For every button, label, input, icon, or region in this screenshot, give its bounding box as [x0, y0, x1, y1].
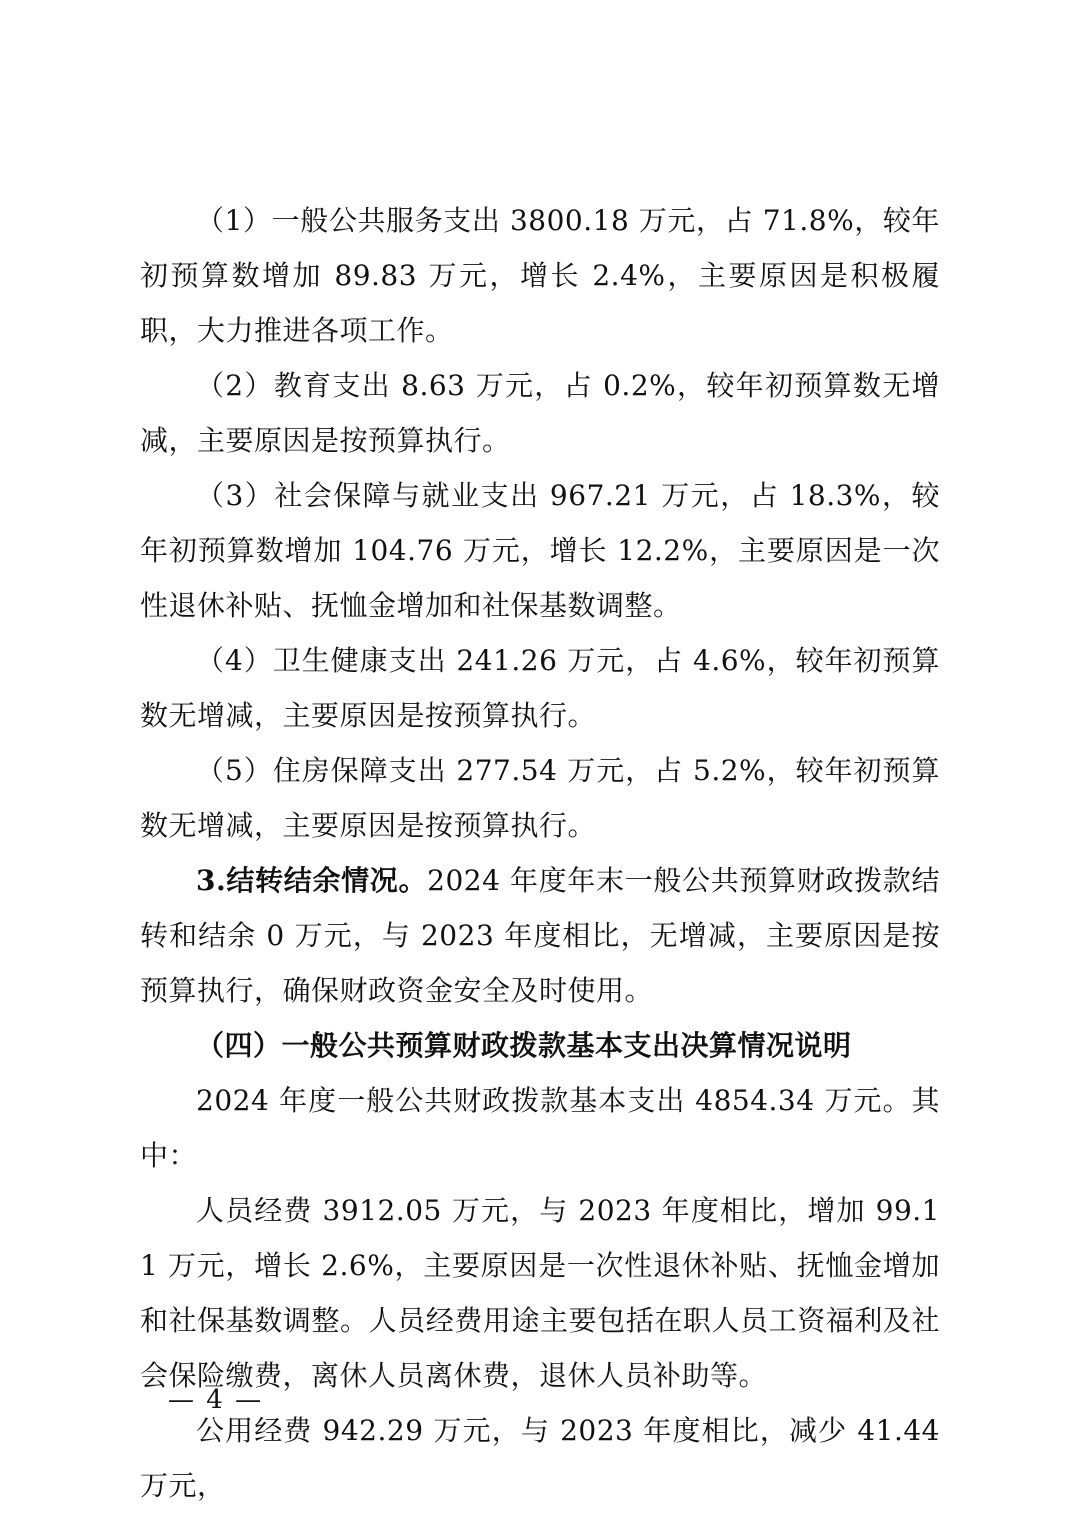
paragraph-housing: （5）住房保障支出 277.54 万元，占 5.2%，较年初预算数无增减，主要原因是按预算执行。	[140, 754, 940, 842]
paragraph-general-public-services: （1）一般公共服务支出 3800.18 万元，占 71.8%，较年初预算数增加 89.83 万元，增长 2.4%，主要原因是积极履职，大力推进各项工作。	[140, 204, 940, 347]
paragraph-education: （2）教育支出 8.63 万元，占 0.2%，较年初预算数无增减，主要原因是按预算执行。	[140, 369, 940, 457]
paragraph-social-security: （3）社会保障与就业支出 967.21 万元，占 18.3%，较年初预算数增加 104.76 万元，增长 12.2%，主要原因是一次性退休补贴、抚恤金增加和社保基数调整。	[140, 479, 940, 622]
page-number: — 4 —	[168, 1385, 264, 1415]
paragraph-basic-expenditure: 2024 年度一般公共财政拨款基本支出 4854.34 万元。其中：	[140, 1084, 940, 1172]
carryover-lead: 3.结转结余情况。	[196, 864, 428, 897]
paragraph-public-expenses: 公用经费 942.29 万元，与 2023 年度相比，减少 41.44 万元，	[140, 1414, 940, 1502]
paragraph-carryover	[140, 853, 940, 1018]
paragraph-health: （4）卫生健康支出 241.26 万元，占 4.6%，较年初预算数无增减，主要原因是按预算执行。	[140, 644, 940, 732]
document-body	[140, 193, 940, 1513]
section-heading-four: （四）一般公共预算财政拨款基本支出决算情况说明	[196, 1029, 852, 1062]
paragraph-personnel-expenses: 人员经费 3912.05 万元，与 2023 年度相比，增加 99.11 万元，增长 2.6%，主要原因是一次性退休补贴、抚恤金增加和社保基数调整。人员经费用途主要包括在职人员工资福利及社会保险缴费，离休人员离休费，退休人员补助等。	[140, 1194, 940, 1392]
carryover-body: 2024 年度年末一般公共预算财政拨款结转和结余 0 万元，与 2023 年度相比，无增减，主要原因是按预算执行，确保财政资金安全及时使用。	[140, 864, 940, 1007]
